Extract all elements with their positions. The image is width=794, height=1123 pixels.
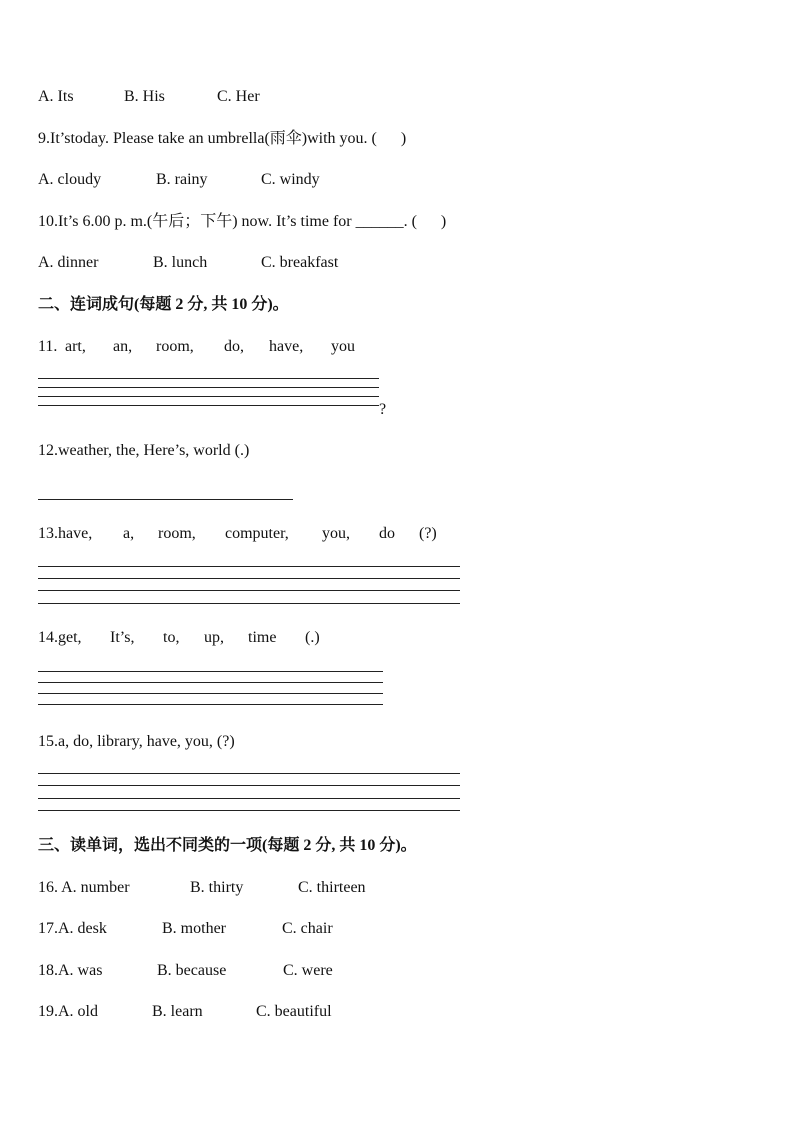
- answer-line: [38, 405, 379, 406]
- question-number: 11.: [38, 338, 58, 355]
- question-number: 13.have,: [38, 525, 93, 542]
- option-b: B. learn: [152, 1003, 203, 1020]
- option-c: C. chair: [282, 920, 333, 937]
- word: time: [248, 629, 277, 646]
- word: (.): [305, 629, 320, 646]
- question-15-words: 15.a, do, library, have, you, (?): [38, 733, 235, 750]
- answer-line: [38, 396, 379, 397]
- option-a: 17.A. desk: [38, 920, 107, 937]
- option-c: C. beautiful: [256, 1003, 332, 1020]
- word: a,: [123, 525, 135, 542]
- answer-line: [38, 810, 460, 811]
- word: art,: [65, 338, 86, 355]
- option-a: A. Its: [38, 88, 74, 105]
- option-a: 18.A. was: [38, 962, 103, 979]
- answer-line: [38, 578, 460, 579]
- question-number: 14.get,: [38, 629, 82, 646]
- word: you: [331, 338, 355, 355]
- word: room,: [156, 338, 194, 355]
- option-c: C. were: [283, 962, 333, 979]
- answer-line: [38, 785, 460, 786]
- option-b: B. mother: [162, 920, 226, 937]
- word: you,: [322, 525, 350, 542]
- answer-line: [38, 387, 379, 388]
- question-12-words: 12.weather, the, Here’s, world (.): [38, 442, 250, 459]
- answer-line: [38, 773, 460, 774]
- question-19-options: [38, 1002, 332, 1082]
- option-a: 19.A. old: [38, 1003, 98, 1020]
- section-3-title: 三、读单词，选出不同类的一项(每题 2 分, 共 10 分)。: [38, 837, 417, 854]
- option-b: B. lunch: [153, 254, 208, 271]
- question-mark: ?: [379, 401, 387, 418]
- answer-line: [38, 798, 460, 799]
- word: do,: [224, 338, 244, 355]
- word: an,: [113, 338, 133, 355]
- answer-line: [38, 378, 379, 379]
- word: (?): [419, 525, 437, 542]
- word: room,: [158, 525, 196, 542]
- answer-line: [38, 603, 460, 604]
- section-2-title: 二、连词成句(每题 2 分, 共 10 分)。: [38, 296, 289, 313]
- option-b: B. His: [124, 88, 165, 105]
- option-c: C. windy: [261, 171, 320, 188]
- answer-line: [38, 671, 383, 672]
- answer-line: [38, 693, 383, 694]
- word: to,: [163, 629, 180, 646]
- option-a: 16. A. number: [38, 879, 130, 896]
- option-b: B. because: [157, 962, 227, 979]
- option-b: B. rainy: [156, 171, 208, 188]
- option-b: B. thirty: [190, 879, 244, 896]
- word: It’s,: [110, 629, 135, 646]
- answer-line: [38, 682, 383, 683]
- option-a: A. cloudy: [38, 171, 102, 188]
- option-c: C. Her: [217, 88, 260, 105]
- word: up,: [204, 629, 224, 646]
- answer-line: [38, 499, 293, 500]
- question-9-stem: 9.It’stoday. Please take an umbrella(雨伞)with you. ( ): [38, 130, 407, 147]
- option-c: C. thirteen: [298, 879, 366, 896]
- option-a: A. dinner: [38, 254, 99, 271]
- word: have,: [269, 338, 304, 355]
- word: computer,: [225, 525, 289, 542]
- answer-line: [38, 704, 383, 705]
- question-10-stem: 10.It’s 6.00 p. m.(午后；下午) now. It’s time for ______. ( ): [38, 213, 447, 230]
- answer-line: [38, 590, 460, 591]
- option-c: C. breakfast: [261, 254, 339, 271]
- answer-line: [38, 566, 460, 567]
- word: do: [379, 525, 395, 542]
